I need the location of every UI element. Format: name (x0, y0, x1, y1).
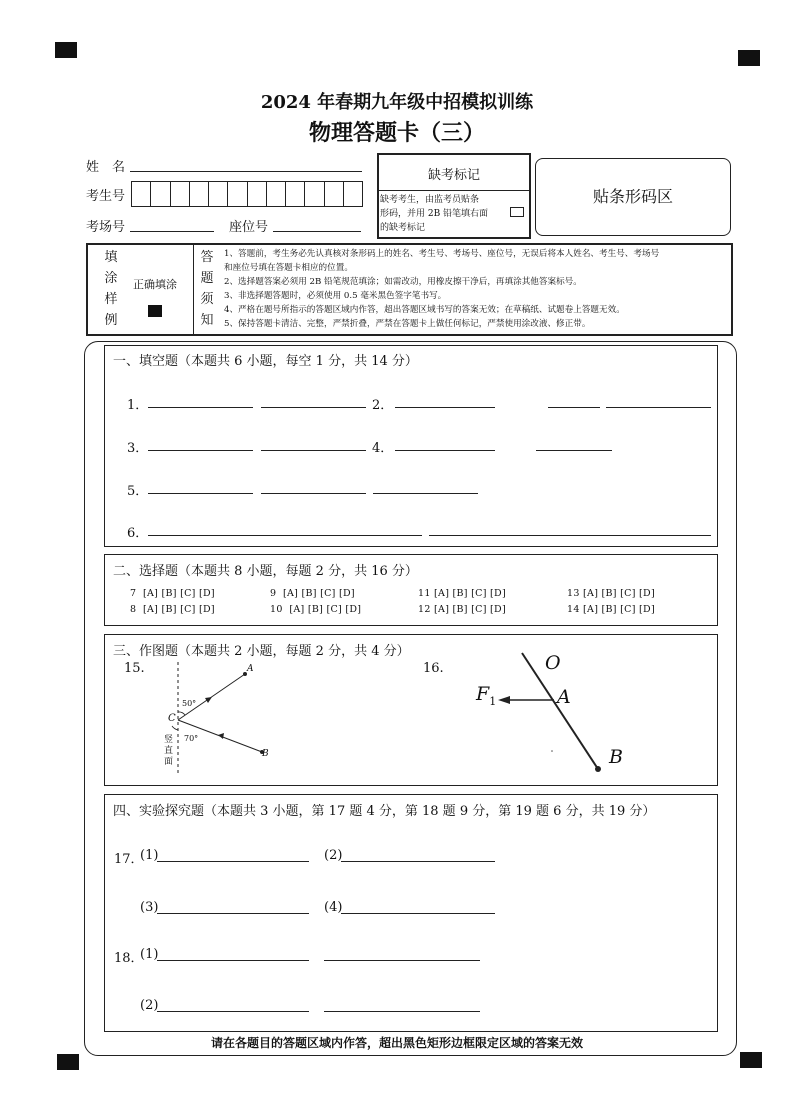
q16-label-f: $F_1$ (476, 683, 497, 708)
q16-number: 16. (423, 661, 444, 676)
q4-number: 4． (372, 441, 394, 456)
q17-part-4: (4) (324, 900, 343, 915)
section4-title: 四、实验探究题（本题共 3 小题，第 17 题 4 分，第 18 题 9 分，第 19 题 6 分，共 19 分） (113, 804, 656, 819)
choice-row[interactable]: 8 [A] [B] [C] [D] (130, 604, 215, 615)
absent-mark-title: 缺考标记 (427, 168, 480, 183)
q17-part-2: (2) (324, 848, 343, 863)
section-fill-in (104, 345, 718, 547)
section3-title: 三、作图题（本题共 2 小题，每题 2 分，共 4 分） (113, 644, 410, 659)
q3-blank-2[interactable] (261, 450, 366, 451)
q17-part-1: (1) (140, 848, 159, 863)
q16-label-a: A (557, 686, 571, 708)
q3-number: 3． (127, 441, 149, 456)
q6-number: 6． (127, 526, 149, 541)
q16-label-f-sub: 1 (489, 694, 497, 708)
footer-notice: 请在各题目的答题区域内作答，超出黑色矩形边框限定区域的答案无效 (210, 1036, 583, 1050)
fill-example-chars: 填 涂 样 例 (104, 250, 118, 328)
absent-mark-text-3: 的缺考标记 (380, 223, 426, 233)
instructions-chars: 答 题 须 知 (200, 250, 214, 328)
q16-label-o: O (545, 652, 561, 674)
q15-number: 15. (124, 661, 145, 676)
absent-checkbox[interactable] (510, 207, 524, 217)
q16-label-b: B (609, 746, 623, 768)
q18-number: 18． (114, 951, 144, 966)
q17-blank-4[interactable] (341, 913, 495, 914)
q1-number: 1． (127, 398, 149, 413)
choice-row[interactable]: 9 [A] [B] [C] [D] (270, 588, 355, 599)
q4-blank-1[interactable] (395, 450, 495, 451)
absent-mark-text-1: 缺考考生，由监考员贴条 (380, 195, 480, 205)
registration-mark-top-left (55, 42, 77, 58)
registration-mark-bottom-right (740, 1052, 762, 1068)
choice-row[interactable]: 14 [A] [B] [C] [D] (567, 604, 655, 615)
q18-blank-3[interactable] (157, 1011, 309, 1012)
q3-blank-1[interactable] (148, 450, 253, 451)
q2-blank-2[interactable] (548, 407, 600, 408)
q17-blank-1[interactable] (157, 861, 309, 862)
q18-part-2: (2) (140, 998, 159, 1013)
exam-room-field[interactable] (130, 231, 214, 232)
seat-label: 座位号 (229, 220, 269, 235)
absent-mark-box (377, 153, 531, 239)
instructions-panel (86, 243, 733, 336)
q5-blank-1[interactable] (148, 493, 253, 494)
q15-vertical-label: 竖直面 (164, 735, 174, 767)
registration-mark-bottom-left (57, 1054, 79, 1070)
q1-blank-1[interactable] (148, 407, 253, 408)
absent-mark-text-2: 形码，并用 2B 铅笔填右面 (380, 209, 489, 219)
section1-title: 一、填空题（本题共 6 小题，每空 1 分，共 14 分） (113, 354, 418, 369)
q15-label-a: A (247, 664, 254, 674)
name-label: 姓 名 (86, 160, 126, 175)
q15-label-b: B (262, 749, 269, 759)
instructions-list: 1、答题前，考生务必先认真核对条形码上的姓名、考生号、考场号、座位号，无误后将本人姓名、考生号、考场号 和座位号填在答题卡相应的位置。 2、选择题答案必须用 2B 铅笔规范填涂；如需改动，用橡皮擦干净后，再填涂其他答案标号。 3、非选择题答题时，必须使用 0.5 毫米黑色签字笔书写。 4、严格在题号所指示的答题区域内作答，超出答题区域书写的答案无效；在草稿纸、试题卷上答题无效。 5、保持答题卡清洁、完整，严禁折叠，严禁在答题卡上做任何标记，严禁使用涂改液、修正带。 (224, 249, 660, 329)
q15-label-c: C (168, 713, 176, 724)
q15-angle-70: 70° (184, 734, 199, 743)
section2-title: 二、选择题（本题共 8 小题，每题 2 分，共 16 分） (113, 564, 418, 579)
q17-blank-3[interactable] (157, 913, 309, 914)
q1-blank-2[interactable] (261, 407, 366, 408)
exam-number-label: 考生号 (86, 189, 126, 204)
q5-number: 5． (127, 484, 149, 499)
q18-part-1: (1) (140, 947, 159, 962)
barcode-area-label: 贴条形码区 (592, 187, 673, 206)
choice-row[interactable]: 10 [A] [B] [C] [D] (270, 604, 362, 615)
correct-fill-sample (148, 305, 162, 317)
q2-blank-1[interactable] (395, 407, 495, 408)
q18-blank-4[interactable] (324, 1011, 480, 1012)
q6-blank-1[interactable] (148, 535, 422, 536)
q17-part-3: (3) (140, 900, 159, 915)
exam-number-grid[interactable] (131, 181, 363, 207)
registration-mark-top-right (738, 50, 760, 66)
q17-blank-2[interactable] (341, 861, 495, 862)
exam-room-label: 考场号 (86, 220, 126, 235)
barcode-area (535, 158, 731, 236)
q17-number: 17． (114, 852, 144, 867)
q18-blank-1[interactable] (157, 960, 309, 961)
seat-field[interactable] (273, 231, 361, 232)
q4-blank-2[interactable] (536, 450, 612, 451)
q2-blank-3[interactable] (606, 407, 711, 408)
q2-number: 2． (372, 398, 394, 413)
q5-blank-2[interactable] (261, 493, 366, 494)
choice-row[interactable]: 12 [A] [B] [C] [D] (418, 604, 506, 615)
name-field[interactable] (130, 171, 362, 172)
exam-title: 2024 年春期九年级中招模拟训练 (260, 92, 534, 113)
q5-blank-3[interactable] (373, 493, 478, 494)
correct-fill-label: 正确填涂 (133, 278, 177, 291)
choice-row[interactable]: 13 [A] [B] [C] [D] (567, 588, 655, 599)
choice-row[interactable]: 7 [A] [B] [C] [D] (130, 588, 215, 599)
choice-row[interactable]: 11 [A] [B] [C] [D] (418, 588, 506, 599)
answer-card-title: 物理答题卡（三） (308, 120, 485, 146)
q15-angle-50: 50° (182, 699, 197, 708)
q6-blank-2[interactable] (429, 535, 711, 536)
q18-blank-2[interactable] (324, 960, 480, 961)
